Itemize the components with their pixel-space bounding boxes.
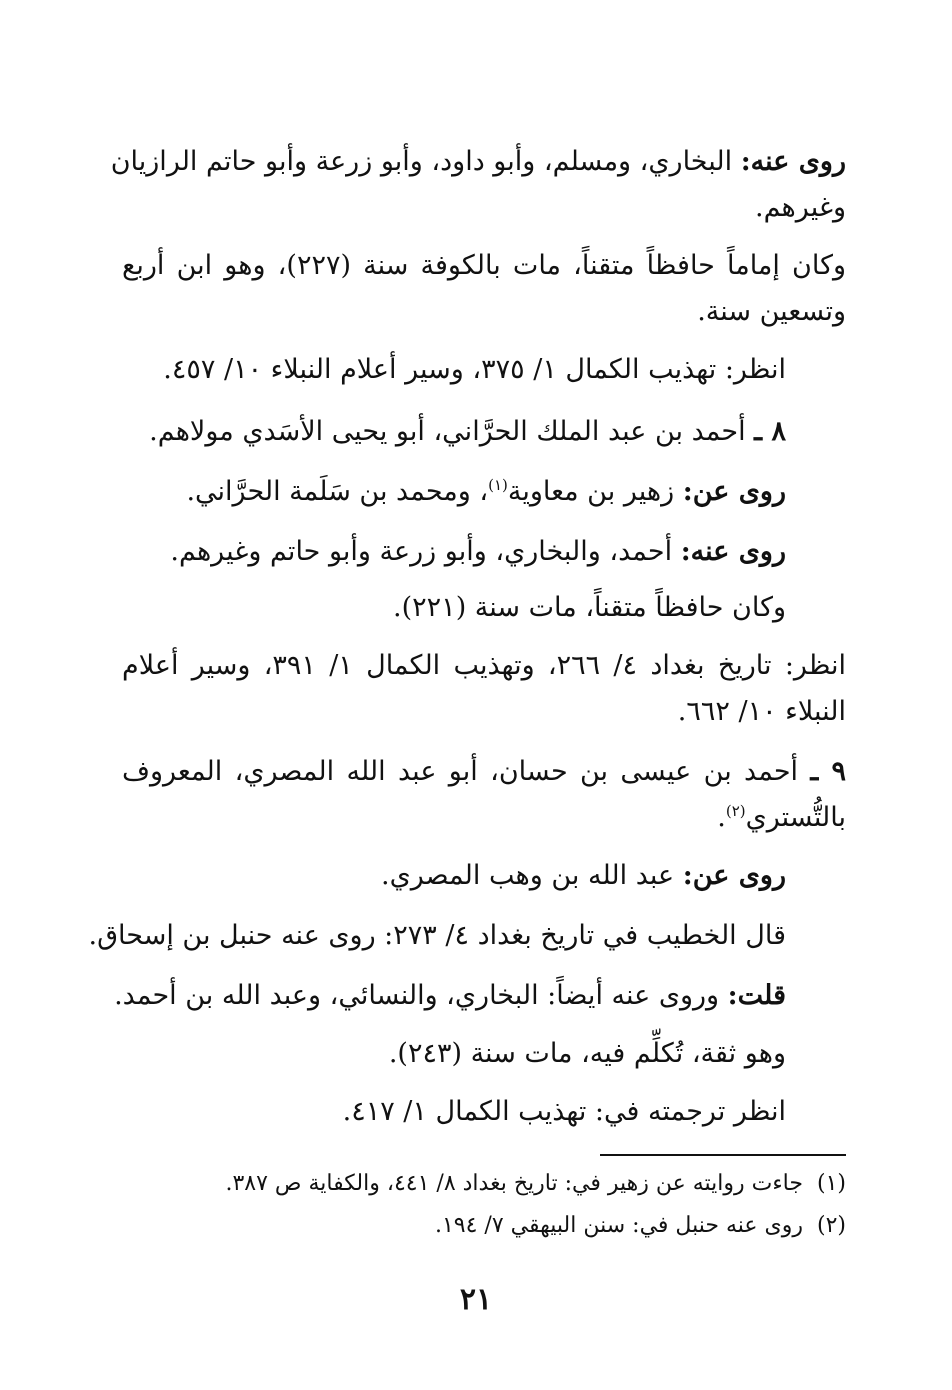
entry9-thiqa: وهو ثقة، تُكلِّم فيه، مات سنة (٢٤٣). (388, 1038, 786, 1069)
footnote-text: روى عنه حنبل في: سنن البيهقي ٧/ ١٩٤. (434, 1213, 803, 1238)
footnote-ref-2: (٢) (725, 802, 746, 820)
entry-name: أحمد بن عيسى بن حسان، أبو عبد الله المصري، المعروف (122, 756, 811, 787)
entry8-heading (149, 412, 786, 452)
footnote-divider (600, 1154, 846, 1156)
entry8-death: وكان حافظاً متقناً، مات سنة (٢٢١). (393, 592, 786, 623)
riwaya-label: روى عن: (682, 860, 786, 891)
riwaya-label: روى عن: (682, 476, 786, 507)
footnote-1 (225, 1168, 846, 1200)
footnote-2 (435, 1210, 846, 1242)
entry-number: ٨ ـ (754, 416, 786, 447)
footnote-text: جاءت روايته عن زهير في: تاريخ بغداد ٨/ ٤٤١، والكفاية ص ٣٨٧. (225, 1171, 803, 1196)
entry7-death-line1: وكان إماماً حافظاً متقناً، مات بالكوفة سنة (٢٢٧)، وهو ابن أربع (122, 250, 847, 281)
entry8-refs-line1: انظر: تاريخ بغداد ٤/ ٢٦٦، وتهذيب الكمال ١/ ٣٩١، وسير أعلام (122, 650, 846, 681)
entry7-death-line2: وتسعين سنة. (697, 296, 846, 327)
entry9-refs: انظر ترجمته في: تهذيب الكمال ١/ ٤١٧. (342, 1096, 786, 1127)
rawi-text: البخاري، ومسلم، وأبو داود، وأبو زرعة وأبو حاتم الرازيان (110, 146, 741, 177)
entry9-heading-line1 (122, 752, 846, 792)
entry-name: أحمد بن عبد الملك الحرَّاني، أبو يحيى الأسَدي مولاهم. (149, 416, 755, 447)
footnote-marker: (٢) (816, 1213, 846, 1238)
entry7-rawi-line1 (110, 142, 846, 182)
footnote-marker: (١) (816, 1171, 846, 1196)
page-number: ٢١ (459, 1282, 493, 1317)
entry-name-cont: بالتُّستري (745, 802, 846, 833)
entry-name-end: . (717, 802, 726, 833)
entry9-khatib: قال الخطيب في تاريخ بغداد ٤/ ٢٧٣: روى عنه حنبل بن إسحاق. (88, 920, 786, 951)
rawi-label: روى عنه: (680, 536, 786, 567)
entry-number: ٩ ـ (810, 756, 847, 787)
entry7-rawi-line2: وغيرهم. (755, 192, 846, 223)
entry9-qult (114, 976, 786, 1016)
entry8-refs-line2: النبلاء ١٠/ ٦٦٢. (677, 696, 846, 727)
entry9-riwaya (381, 856, 786, 896)
qult-label: قلت: (727, 980, 786, 1011)
entry7-refs: انظر: تهذيب الكمال ١/ ٣٧٥، وسير أعلام النبلاء ١٠/ ٤٥٧. (163, 354, 786, 385)
riwaya-text: زهير بن معاوية (507, 476, 683, 507)
riwaya-text: عبد الله بن وهب المصري. (381, 860, 683, 891)
footnote-ref-1: (١) (488, 476, 508, 494)
riwaya-text-cont: ، ومحمد بن سَلَمة الحرَّاني. (186, 476, 489, 507)
rawi-label: روى عنه: (740, 146, 846, 177)
qult-text: وروى عنه أيضاً: البخاري، والنسائي، وعبد الله بن أحمد. (114, 980, 728, 1011)
entry8-rawi (170, 532, 786, 572)
entry9-heading-line2 (717, 798, 846, 838)
rawi-text: أحمد، والبخاري، وأبو زرعة وأبو حاتم وغيرهم. (170, 536, 681, 567)
entry8-riwaya (186, 472, 786, 512)
